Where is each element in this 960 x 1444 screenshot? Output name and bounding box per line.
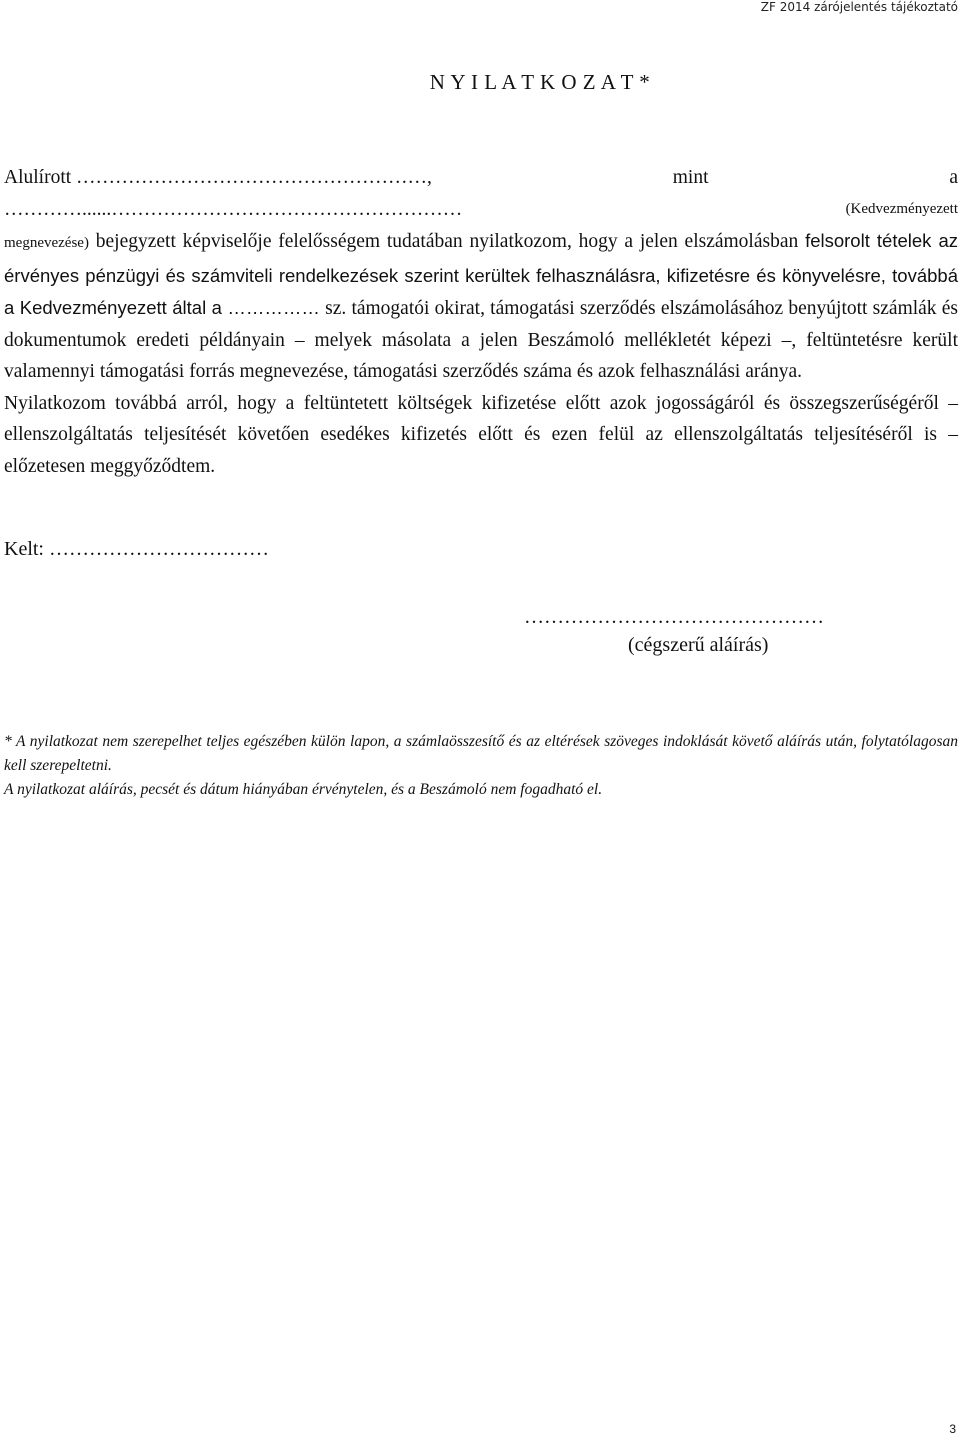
- footnote-line-2: A nyilatkozat aláírás, pecsét és dátum hiányában érvénytelen, és a Beszámoló nem fogadható el.: [4, 781, 603, 798]
- declaration-paragraph-1: [4, 162, 958, 388]
- beneficiary-name-field: …………......………………………………………………: [4, 198, 463, 220]
- beneficiary-label-cont: megnevezése): [4, 235, 89, 251]
- footnote-line-1: * A nyilatkozat nem szerepelhet teljes egészében külön lapon, a számlaösszesítő és az eltérések szöveges indoklását követő aláírás után, folytatólagosan kell szerepeltetni.: [4, 733, 958, 774]
- declarant-name-field: Alulírott ………………………………………………,: [4, 167, 432, 188]
- declaration-text-start: bejegyzett képviselője felelősségem tudatában nyilatkozom, hogy a jelen elszámolásban: [95, 231, 799, 252]
- signature-line: ………………………………………: [524, 606, 824, 628]
- mint-word: mint: [672, 167, 709, 188]
- declaration-body: [4, 162, 958, 482]
- beneficiary-line: [4, 194, 958, 226]
- beneficiary-label: (Kedvezményezett: [845, 200, 958, 217]
- page-title: N Y I L A T K O Z A T *: [429, 70, 651, 94]
- a-word: a: [949, 167, 958, 188]
- declarant-line: [4, 162, 958, 194]
- declaration-text-sans: felsorolt tételek az érvényes pénzügyi és számviteli rendelkezések szerint kerültek felhasználásra, kifizetésre és könyvelésre, továbbá a Kedvezményezett által a ……………: [4, 230, 959, 318]
- declaration-paragraph-2: Nyilatkozom továbbá arról, hogy a feltüntetett költségek kifizetése előtt azok jogosságáról és összegszerűségéről – ellenszolgáltatás teljesítését követően esedékes kifizetés előtt és ezen felül az ellenszolgáltatás teljesítéséről is – előzetesen meggyőződtem.: [4, 392, 958, 477]
- page-number: 3: [949, 1422, 956, 1436]
- signature-label: (cégszerű aláírás): [628, 634, 769, 656]
- date-field: Kelt: ……………………………: [4, 538, 269, 560]
- footnote: [4, 730, 958, 802]
- header-note: ZF 2014 zárójelentés tájékoztató: [760, 0, 958, 14]
- declaration-text-cont: sz. támogatói okirat, támogatási szerződés elszámolásához benyújtott számlák és dokumentumok eredeti példányain – melyek másolata a jelen Beszámoló mellékletét képezi –, feltüntetésre került valamennyi támogatási forrás megnevezése, támogatási szerződés száma és azok felhasználási aránya.: [4, 298, 958, 382]
